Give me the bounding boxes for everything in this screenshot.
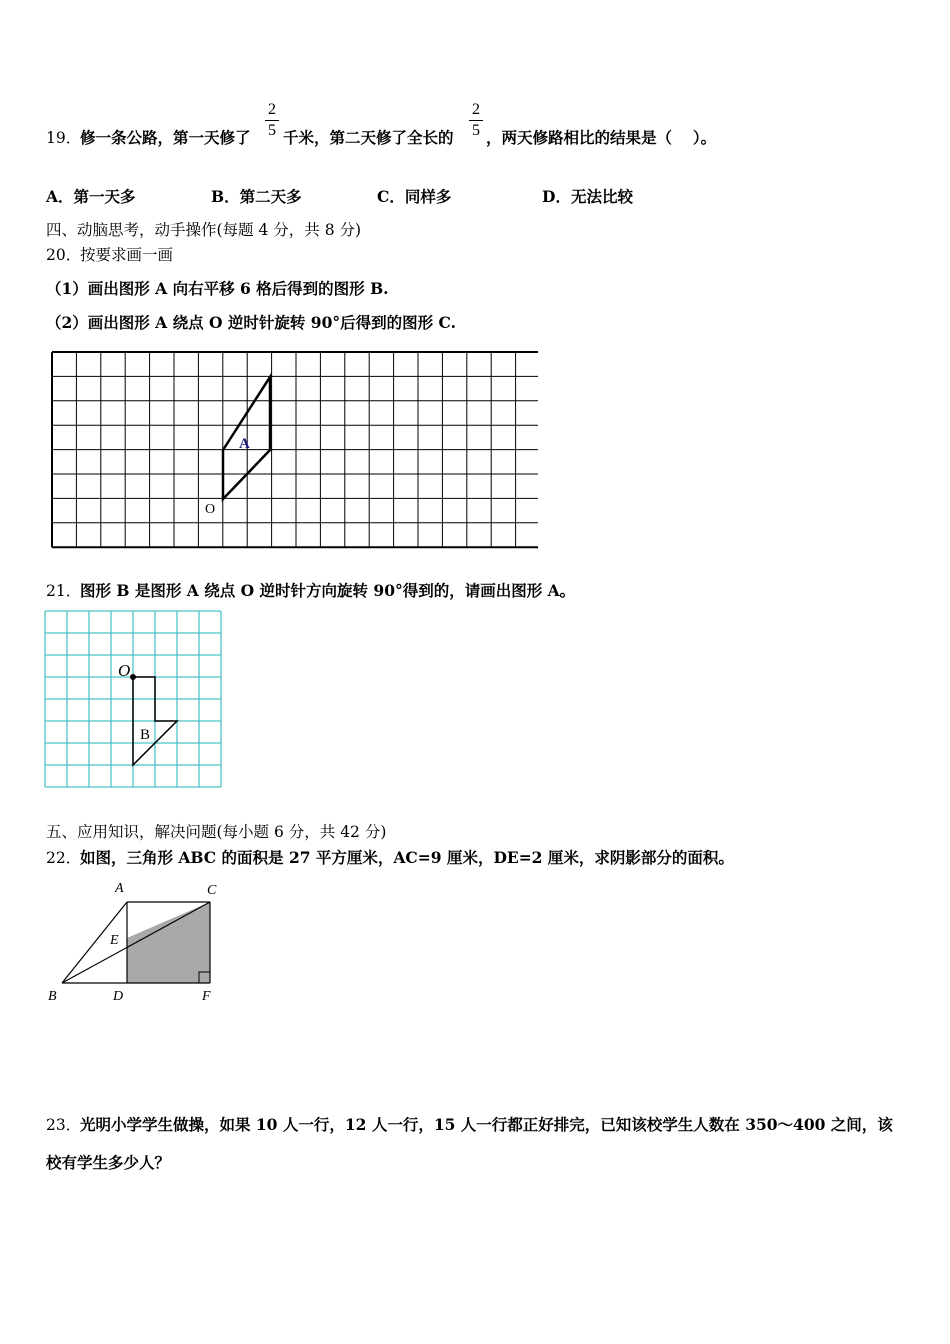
figure-b-label: B (140, 727, 151, 743)
option-text: 第二天多 (239, 187, 302, 206)
fraction-bar (469, 120, 483, 121)
q20-number: 20． (46, 246, 82, 264)
label-b: B (48, 989, 57, 1004)
q19-option-b[interactable] (211, 187, 302, 207)
point-o-label: O (118, 661, 131, 680)
q19-text-part1: 修一条公路，第一天修了 (80, 128, 251, 147)
option-letter: D． (542, 187, 571, 206)
q23-number: 23． (46, 1116, 82, 1134)
q20-grid-figure (48, 348, 538, 554)
q22-number: 22． (46, 849, 82, 867)
label-e: E (110, 933, 119, 948)
option-text: 第一天多 (73, 187, 136, 206)
label-f: F (202, 989, 211, 1004)
option-letter: A． (46, 187, 74, 206)
q21-text: 图形 B 是图形 A 绕点 O 逆时针方向旋转 90°得到的，请画出图形 A。 (80, 581, 576, 600)
q20-title: 按要求画一画 (80, 246, 174, 264)
figure-a-label: A (239, 436, 250, 452)
q19-fraction-2 (469, 101, 483, 140)
shaded-region (127, 902, 210, 983)
section-4-heading: 四、动脑思考，动手操作(每题 4 分，共 8 分) (46, 221, 362, 239)
label-c: C (207, 883, 217, 898)
q19-text-part3: ，两天修路相比的结果是（ ）。 (486, 128, 717, 147)
q21-number: 21． (46, 582, 82, 600)
q22-text: 如图，三角形 ABC 的面积是 27 平方厘米，AC=9 厘米，DE=2 厘米，求阴影部分的面积。 (80, 848, 734, 867)
point-o-label: O (205, 502, 216, 517)
q19-fraction-1-numerator: 2 (268, 101, 276, 118)
q19-number: 19． (46, 129, 82, 147)
q19-option-c[interactable] (377, 187, 451, 207)
q20-subquestion-2: （2）画出图形 A 绕点 O 逆时针旋转 90°后得到的图形 C. (46, 313, 456, 332)
option-text: 同样多 (404, 187, 452, 206)
q19-text-part2: 千米，第二天修了全长的 (283, 128, 454, 147)
q23-text-line1: 光明小学学生做操，如果 10 人一行，12 人一行，15 人一行都正好排完，已知该校学生人数在 350～400 之间，该 (80, 1115, 893, 1134)
q20-subquestion-1: （1）画出图形 A 向右平移 6 格后得到的图形 B. (46, 279, 389, 298)
q19-fraction-2-denominator: 5 (472, 122, 480, 139)
section-5-heading: 五、应用知识，解决问题(每小题 6 分，共 42 分) (46, 823, 387, 841)
q22-geometry-figure (40, 876, 240, 1008)
option-letter: C． (377, 187, 405, 206)
q21-grid-figure (44, 610, 226, 792)
q19-fraction-1 (265, 101, 279, 140)
q19-option-a[interactable] (46, 187, 136, 207)
q19-fraction-1-denominator: 5 (268, 122, 276, 139)
fraction-bar (265, 120, 279, 121)
point-o-dot (130, 674, 136, 680)
q20-grid (52, 352, 538, 547)
q23-text-line2: 校有学生多少人？ (46, 1153, 171, 1172)
label-d: D (113, 989, 124, 1004)
q19-option-d[interactable] (542, 187, 633, 207)
option-text: 无法比较 (570, 187, 633, 206)
label-a: A (115, 881, 124, 896)
q19-fraction-2-numerator: 2 (472, 101, 480, 118)
option-letter: B． (211, 187, 240, 206)
